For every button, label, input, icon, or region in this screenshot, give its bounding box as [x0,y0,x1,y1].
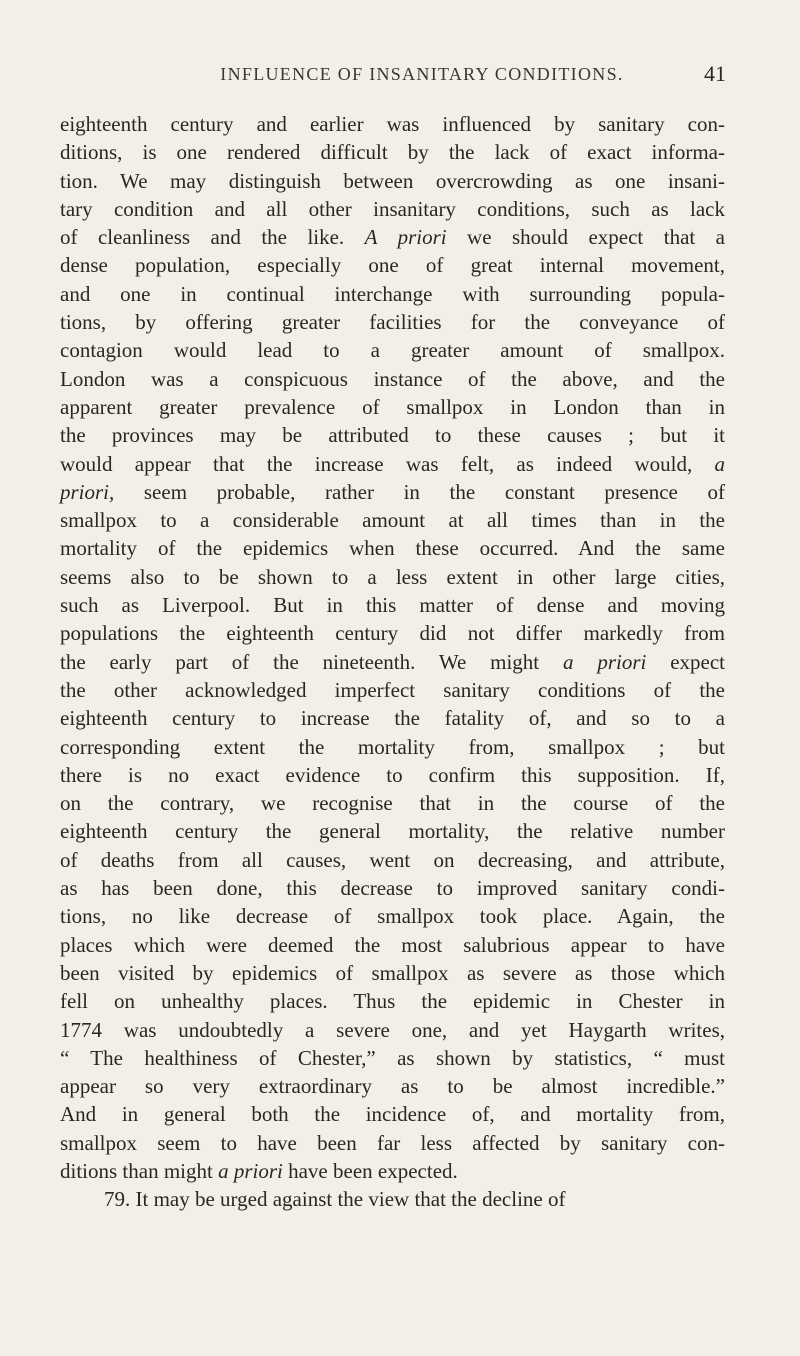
text-line: corresponding extent the mortality from, smallpox ; but [60,734,725,759]
text-line: the other acknowledged imperfect sanitary conditions of the [60,677,725,702]
text-line: seems also to be shown to a less extent in other large cities, [60,564,725,589]
italic-a: a [714,451,725,476]
text-line: smallpox to a considerable amount at all times than in the [60,508,725,533]
italic-a-priori: a priori [218,1158,283,1183]
italic-a-priori: a priori [562,649,647,674]
text-line: tions, no like decrease of smallpox took place. Again, the [60,904,725,929]
text-line: of deaths from all causes, went on decreasing, and attribute, [60,847,725,872]
running-head: INFLUENCE OF INSANITARY CONDITIONS. [220,64,624,84]
text-line: mortality of the epidemics when these occurred. And the same [60,536,725,561]
text-line: London was a conspicuous instance of the above, and the [60,366,725,391]
page-header [118,62,726,92]
text-line: ditions than might a priori have been expected. [60,1158,458,1183]
text-line: of cleanliness and the like. A priori we should expect that a [60,225,726,250]
text-line: priori, seem probable, rather in the constant presence of [60,479,725,504]
italic-priori: priori, [60,479,115,504]
text-line: contagion would lead to a greater amount of smallpox. [60,338,725,363]
text-line: ditions, is one rendered difficult by the lack of exact informa- [60,140,725,165]
italic-a-priori: A priori [364,225,447,250]
text-line: eighteenth century to increase the fatality of, and so to a [60,706,725,731]
text-line: there is no exact evidence to confirm this supposition. If, [60,762,725,787]
text-line: the early part of the nineteenth. We might a priori expect [60,649,725,674]
text-line: apparent greater prevalence of smallpox in London than in [60,394,725,419]
text-line: tary condition and all other insanitary conditions, such as lack [60,196,725,221]
text-line: places which were deemed the most salubrious appear to have [60,932,725,957]
text-line: dense population, especially one of great internal movement, [60,253,725,278]
paragraph-start-line: 79. It may be urged against the view that the decline of [104,1187,566,1212]
text-line: been visited by epidemics of smallpox as severe as those which [60,960,725,985]
text-line: And in general both the incidence of, and mortality from, [60,1102,725,1127]
text-line: eighteenth century and earlier was influenced by sanitary con- [60,112,725,136]
page-number: 41 [704,61,726,86]
text-line: and one in continual interchange with surrounding popula- [60,281,725,306]
text-line: fell on unhealthy places. Thus the epidemic in Chester in [60,989,725,1014]
text-line: would appear that the increase was felt, as indeed would, a [60,451,725,476]
text-line: populations the eighteenth century did not differ markedly from [60,621,725,646]
text-line: appear so very extraordinary as to be almost incredible.” [60,1074,725,1099]
text-line: eighteenth century the general mortality, the relative number [60,819,725,844]
body-text [60,110,725,1214]
text-line: smallpox seem to have been far less affected by sanitary con- [60,1130,725,1155]
text-line: as has been done, this decrease to improved sanitary condi- [60,876,725,901]
text-line: 1774 was undoubtedly a severe one, and yet Haygarth writes, [60,1017,725,1042]
text-line: tion. We may distinguish between overcrowding as one insani- [60,168,725,193]
text-line: the provinces may be attributed to these causes ; but it [60,423,725,448]
text-line: on the contrary, we recognise that in the course of the [60,791,725,816]
text-line: “ The healthiness of Chester,” as shown by statistics, “ must [60,1045,725,1070]
text-line: such as Liverpool. But in this matter of dense and moving [60,593,725,618]
text-line: tions, by offering greater facilities for the conveyance of [60,310,725,335]
